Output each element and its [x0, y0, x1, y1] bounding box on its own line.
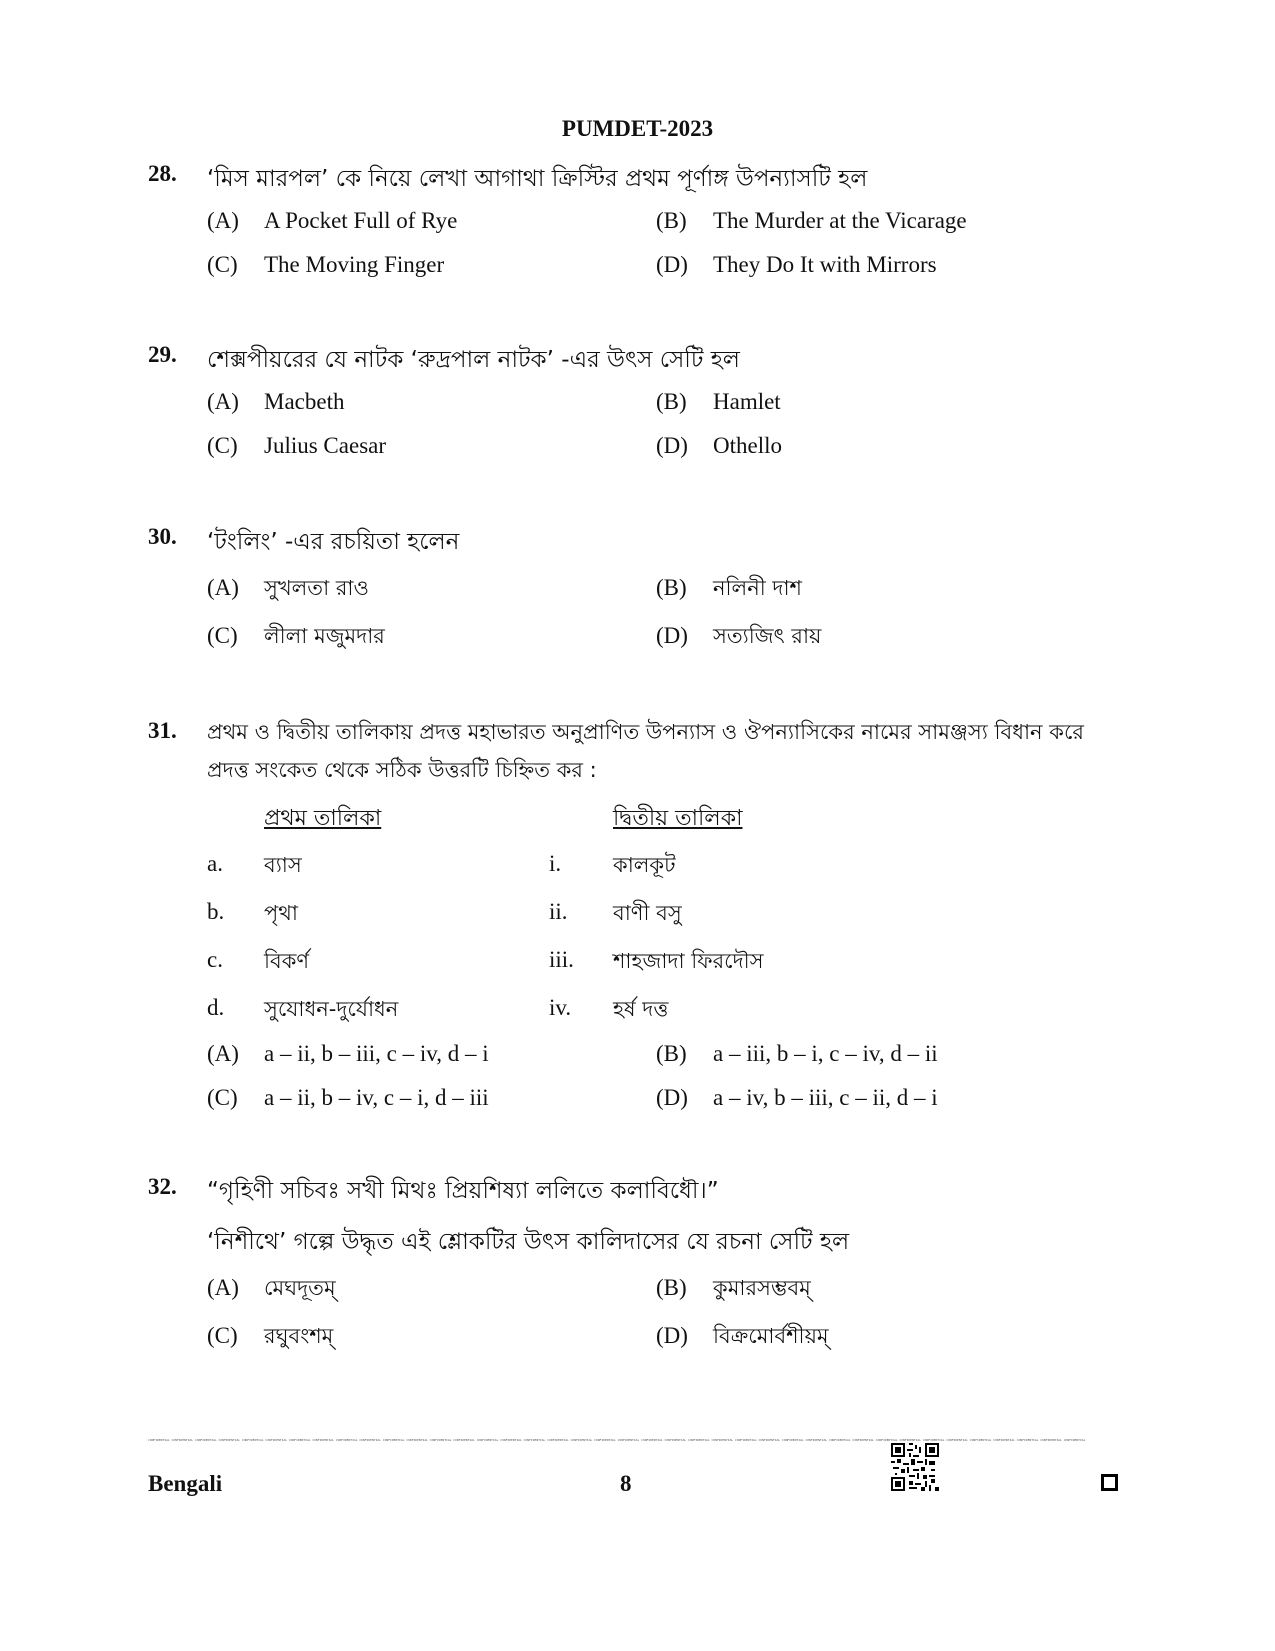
question-number: 28. [148, 161, 177, 186]
option-label: (A) [207, 1041, 239, 1066]
option-d [656, 1085, 938, 1111]
option-text: They Do It with Mirrors [713, 252, 937, 277]
option-text: a – ii, b – iv, c – i, d – iii [264, 1085, 489, 1110]
option-label: (B) [656, 575, 687, 600]
question-text: ‘মিস মারপল’ কে নিয়ে লেখা আগাথা ক্রিস্টির প্রথম পূর্ণাঙ্গ উপন্যাসটি হল [207, 166, 868, 192]
list2-item: বাণী বসু [613, 901, 682, 925]
option-label: (D) [656, 1323, 688, 1348]
question-text-line-2: প্রদত্ত সংকেত থেকে সঠিক উত্তরটি চিহ্নিত কর : [207, 758, 597, 782]
question-text-line-1: প্রথম ও দ্বিতীয় তালিকায় প্রদত্ত মহাভারত অনুপ্রাণিত উপন্যাস ও ঔপন্যাসিকের নামের সামঞ্জস্য বিধান করে [207, 720, 1084, 744]
list2-item: শাহজাদা ফিরদৌস [613, 949, 764, 973]
option-d [656, 433, 782, 459]
list1-label: d. [207, 995, 225, 1020]
option-label: (C) [207, 433, 238, 458]
list2-heading: দ্বিতীয় তালিকা [613, 806, 743, 831]
question-number: 30. [148, 524, 177, 549]
option-c [207, 620, 385, 655]
option-b [656, 1272, 811, 1307]
list2-item: কালকূট [613, 853, 676, 877]
option-label: (D) [656, 1085, 688, 1110]
option-b [656, 572, 802, 607]
option-label: (C) [207, 1085, 238, 1110]
option-label: (A) [207, 575, 239, 600]
option-label: (A) [207, 389, 239, 414]
option-text: The Murder at the Vicarage [713, 208, 967, 233]
security-strip: CONFIDENTIAL CONFIDENTIAL CONFIDENTIAL CONFIDENTIAL CONFIDENTIAL CONFIDENTIAL CONFIDENTIAL CONFIDENTIAL CONFIDENTIAL CONFIDENTIAL CONFIDENTIAL CONFIDENTIAL CONFIDENTIAL CONFIDENTIAL CONFIDENTIAL CONFIDENTIAL CONFIDENTIAL CONFIDENTIAL CONFIDENTIAL CONFIDENTIAL CONFIDENTIAL CONFIDENTIAL CONFIDENTIAL CONFIDENTIAL CONFIDENTIAL CONFIDENTIAL CONFIDENTIAL CONFIDENTIAL CONFIDENTIAL CONFIDENTIAL CONFIDENTIAL CONFIDENTIAL CONFIDENTIAL CONFIDENTIAL CONFIDENTIAL CONFIDENTIAL CONFIDENTIAL CONFIDENTIAL CONFIDENTIAL CONFIDENTIAL [148, 1439, 1086, 1442]
option-c [207, 252, 444, 278]
list2-label: iv. [549, 995, 572, 1020]
option-d [656, 620, 821, 655]
option-label: (D) [656, 252, 688, 277]
option-d [656, 1320, 829, 1355]
page-number: 8 [620, 1471, 632, 1496]
option-a [207, 389, 344, 415]
option-label: (B) [656, 389, 687, 414]
question-text: শেক্সপীয়রের যে নাটক ‘রুদ্রপাল নাটক’ -এর উৎস সেটি হল [207, 347, 740, 373]
option-label: (B) [656, 1275, 687, 1300]
option-text: a – iii, b – i, c – iv, d – ii [713, 1041, 938, 1066]
option-c [207, 1085, 489, 1111]
option-text: কুমারসম্ভবম্ [713, 1276, 811, 1300]
option-label: (C) [207, 623, 238, 648]
question-number: 29. [148, 342, 177, 367]
option-a [207, 572, 369, 607]
option-label: (B) [656, 208, 687, 233]
option-a [207, 1272, 336, 1307]
corner-square-icon [1101, 1474, 1118, 1491]
option-b [656, 389, 781, 415]
option-b [656, 1041, 938, 1067]
option-b [656, 208, 967, 234]
question-number: 31. [148, 718, 177, 743]
list1-item: ব্যাস [264, 853, 302, 877]
option-c [207, 433, 386, 459]
option-text: Macbeth [264, 389, 345, 414]
option-label: (A) [207, 208, 239, 233]
option-text: সত্যজিৎ রায় [713, 624, 822, 648]
list2-label: i. [549, 851, 562, 876]
option-label: (A) [207, 1275, 239, 1300]
qr-code-icon [891, 1443, 939, 1491]
option-text: a – ii, b – iii, c – iv, d – i [264, 1041, 489, 1066]
list1-label: c. [207, 947, 223, 972]
list1-item: বিকর্ণ [264, 949, 310, 973]
option-text: a – iv, b – iii, c – ii, d – i [713, 1085, 938, 1110]
question-quote: “গৃহিণী সচিবঃ সখী মিথঃ প্রিয়শিষ্যা ললিতে কলাবিধৌ।” [207, 1178, 719, 1204]
option-text: Othello [713, 433, 782, 458]
option-a [207, 1041, 489, 1067]
option-label: (C) [207, 1323, 238, 1348]
option-text: Hamlet [713, 389, 781, 414]
option-text: সুখলতা রাও [264, 576, 369, 600]
question-number: 32. [148, 1174, 177, 1199]
list2-label: iii. [549, 947, 574, 972]
option-text: লীলা মজুমদার [264, 624, 385, 648]
option-label: (C) [207, 252, 238, 277]
option-d [656, 252, 937, 278]
list2-label: ii. [549, 899, 568, 924]
option-a [207, 208, 457, 234]
option-label: (B) [656, 1041, 687, 1066]
option-text: Julius Caesar [264, 433, 387, 458]
option-text: বিক্রমোর্বশীয়ম্ [713, 1324, 829, 1348]
option-label: (D) [656, 433, 688, 458]
option-text: রঘুবংশম্ [264, 1324, 334, 1348]
option-c [207, 1320, 333, 1355]
list1-label: a. [207, 851, 223, 876]
page-title: PUMDET-2023 [561, 116, 714, 141]
list1-item: সুযোধন-দুর্যোধন [264, 997, 399, 1021]
option-text: A Pocket Full of Rye [264, 208, 458, 233]
list1-heading: প্রথম তালিকা [264, 806, 382, 831]
question-text: ‘টংলিং’ -এর রচয়িতা হলেন [207, 529, 460, 555]
list2-item: হর্ষ দত্ত [613, 997, 669, 1021]
subject-label: Bengali [148, 1471, 223, 1496]
option-text: নলিনী দাশ [713, 576, 802, 600]
question-text: ‘নিশীথে’ গল্পে উদ্ধৃত এই শ্লোকটির উৎস কালিদাসের যে রচনা সেটি হল [207, 1229, 850, 1255]
option-text: The Moving Finger [264, 252, 445, 277]
option-text: মেঘদূতম্ [264, 1276, 336, 1300]
list1-label: b. [207, 899, 225, 924]
option-label: (D) [656, 623, 688, 648]
list1-item: পৃথা [264, 901, 298, 925]
